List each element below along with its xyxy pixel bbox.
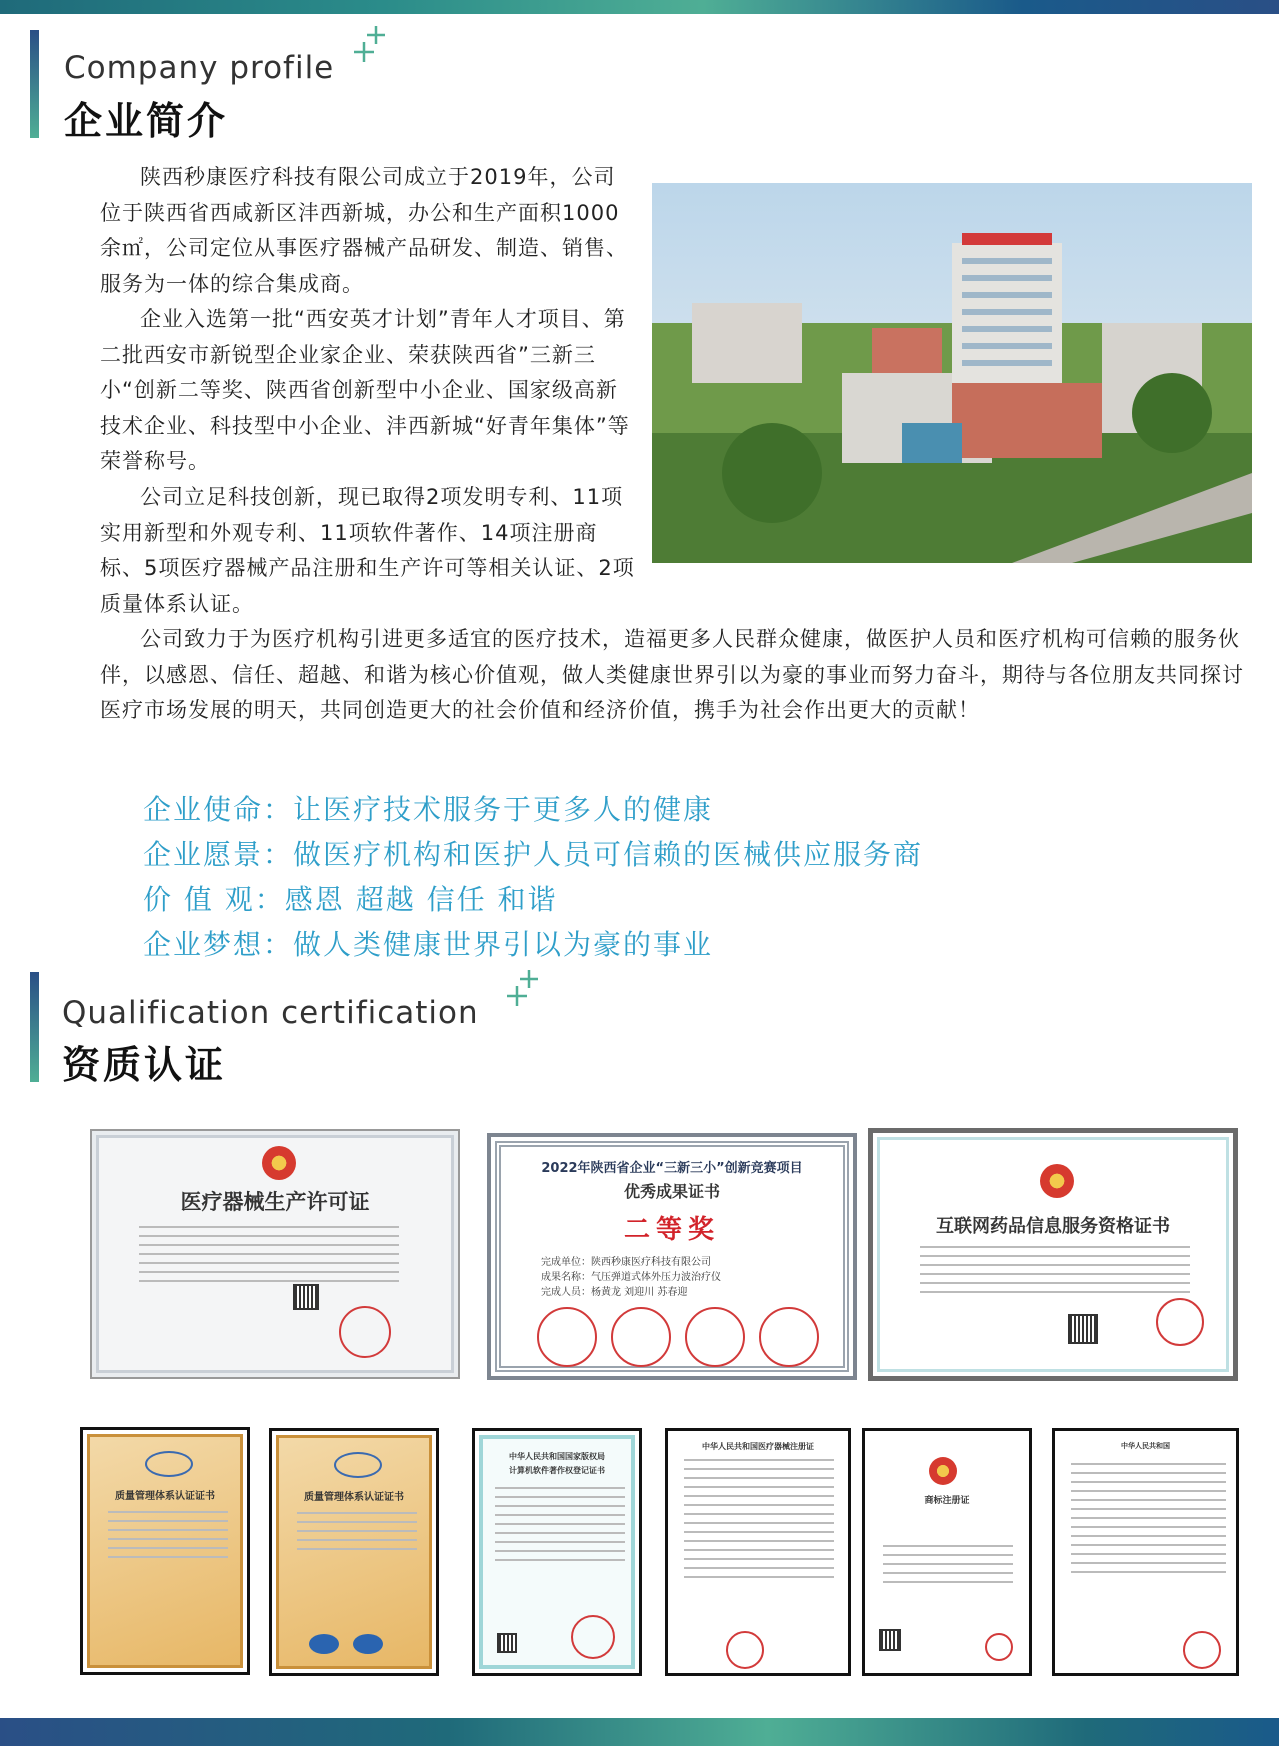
certificate-title: 优秀成果证书 xyxy=(623,1182,720,1201)
plus-decor-icon xyxy=(352,24,392,64)
qr-code xyxy=(881,1631,899,1649)
cnas-logo-icon xyxy=(353,1634,383,1654)
official-seal xyxy=(611,1307,671,1367)
certificate-internet-drug-info xyxy=(868,1128,1238,1381)
national-emblem-icon xyxy=(262,1146,296,1180)
official-seal xyxy=(685,1307,745,1367)
qr-code xyxy=(1070,1316,1096,1342)
section-title-en: Company profile xyxy=(64,50,335,86)
value-dream: 企业梦想：做人类健康世界引以为豪的事业 xyxy=(143,928,714,961)
certificate-text-lines xyxy=(684,1459,834,1585)
top-decor-bar xyxy=(0,0,1279,14)
section-title-cn: 企业简介 xyxy=(64,99,229,143)
certificate-title: 医疗器械生产许可证 xyxy=(180,1190,370,1214)
value-core-values: 价 值 观：感恩 超越 信任 和谐 xyxy=(143,883,558,916)
intro-paragraph-4: 公司致力于为医疗机构引进更多适宜的医疗技术，造福更多人民群众健康，做医护人员和医疗机构可信赖的服务伙伴，以感恩、信任、超越、和谐为核心价值观，做人类健康世界引以为豪的事业而努力奋斗，期待与各位朋友共同探讨医疗市场发展的明天，共同创造更大的社会价值和经济价值，携手为社会作出更大的贡献！ xyxy=(100,627,1244,722)
official-seal xyxy=(985,1633,1013,1661)
official-seal xyxy=(1156,1298,1204,1346)
company-building-photo xyxy=(652,183,1252,563)
certificate-line-project: 成果名称：气压弹道式体外压力波治疗仪 xyxy=(541,1272,721,1283)
certificate-text-lines xyxy=(108,1511,228,1565)
value-mission: 企业使命：让医疗技术服务于更多人的健康 xyxy=(143,793,714,826)
official-seal xyxy=(339,1306,391,1358)
certificate-title: 质量管理体系认证证书 xyxy=(115,1491,215,1502)
qr-code xyxy=(499,1635,515,1651)
md-logo-icon xyxy=(145,1451,193,1477)
bottom-decor-bar xyxy=(0,1718,1279,1746)
award-grade: 二等奖 xyxy=(623,1215,720,1245)
section-title-cn: 资质认证 xyxy=(62,1043,227,1087)
intro-paragraph-3: 公司立足科技创新，现已取得2项发明专利、11项实用新型和外观专利、11项软件著作、14项注册商标、5项医疗器械产品注册和生产许可等相关认证、2项质量体系认证。 xyxy=(100,485,635,616)
qr-code xyxy=(295,1286,317,1308)
national-emblem-icon xyxy=(929,1457,957,1485)
official-seal xyxy=(1183,1631,1221,1669)
official-seal xyxy=(571,1615,615,1659)
intro-paragraph-1: 陕西秒康医疗科技有限公司成立于2019年，公司位于陕西省西咸新区沣西新城，办公和生产面积1000余㎡，公司定位从事医疗器械产品研发、制造、销售、服务为一体的综合集成商。 xyxy=(100,165,628,296)
certificate-trademark xyxy=(862,1428,1032,1676)
certificate-line-people: 完成人员：杨黄龙 刘迎川 苏春迎 xyxy=(541,1287,688,1298)
official-seal xyxy=(759,1307,819,1367)
official-seal xyxy=(726,1631,764,1669)
certificate-quality-system-2 xyxy=(269,1428,439,1676)
certificate-header: 2022年陕西省企业“三新三小”创新竞赛项目 xyxy=(541,1161,803,1176)
national-emblem-icon xyxy=(1040,1164,1074,1198)
certificate-title: 商标注册证 xyxy=(924,1496,970,1506)
certificate-header: 中华人民共和国 xyxy=(1121,1442,1170,1450)
certificate-software-copyright xyxy=(472,1428,642,1676)
certificate-title: 质量管理体系认证证书 xyxy=(304,1492,404,1503)
certificate-export xyxy=(1052,1428,1239,1676)
certificate-title: 互联网药品信息服务资格证书 xyxy=(936,1216,1170,1237)
certificate-line-unit: 完成单位：陕西秒康医疗科技有限公司 xyxy=(541,1257,711,1268)
certificate-header: 中华人民共和国国家版权局 xyxy=(509,1452,605,1461)
certificate-device-registration xyxy=(665,1428,851,1676)
value-vision: 企业愿景：做医疗机构和医护人员可信赖的医械供应服务商 xyxy=(143,838,924,871)
official-seal xyxy=(537,1307,597,1367)
certificate-innovation-award xyxy=(487,1133,857,1380)
intro-paragraph-2: 企业入选第一批“西安英才计划”青年人才项目、第二批西安市新锐型企业家企业、荣获陕西省”三新三小“创新二等奖、陕西省创新型中小企业、国家级高新技术企业、科技型中小企业、沣西新城“好青年集体”等荣誉称号。 xyxy=(100,307,630,473)
section-accent-bar xyxy=(30,972,39,1082)
plus-decor-icon xyxy=(505,968,545,1008)
iaf-logo-icon xyxy=(309,1634,339,1654)
section-title-en: Qualification certification xyxy=(62,995,479,1031)
corporate-values xyxy=(143,787,923,967)
certificate-quality-system-1 xyxy=(80,1427,250,1675)
certificate-text-lines xyxy=(495,1487,625,1568)
certificate-text-lines xyxy=(883,1545,1013,1590)
certificate-title: 计算机软件著作权登记证书 xyxy=(509,1466,605,1475)
md-logo-icon xyxy=(334,1452,382,1478)
certificate-text-lines xyxy=(139,1226,399,1289)
section-accent-bar xyxy=(30,30,39,138)
certificate-production-license xyxy=(90,1129,460,1379)
certificate-text-lines xyxy=(920,1246,1190,1300)
certificate-text-lines xyxy=(297,1512,417,1557)
certificate-header: 中华人民共和国医疗器械注册证 xyxy=(702,1442,814,1451)
certificate-text-lines xyxy=(1071,1463,1226,1580)
